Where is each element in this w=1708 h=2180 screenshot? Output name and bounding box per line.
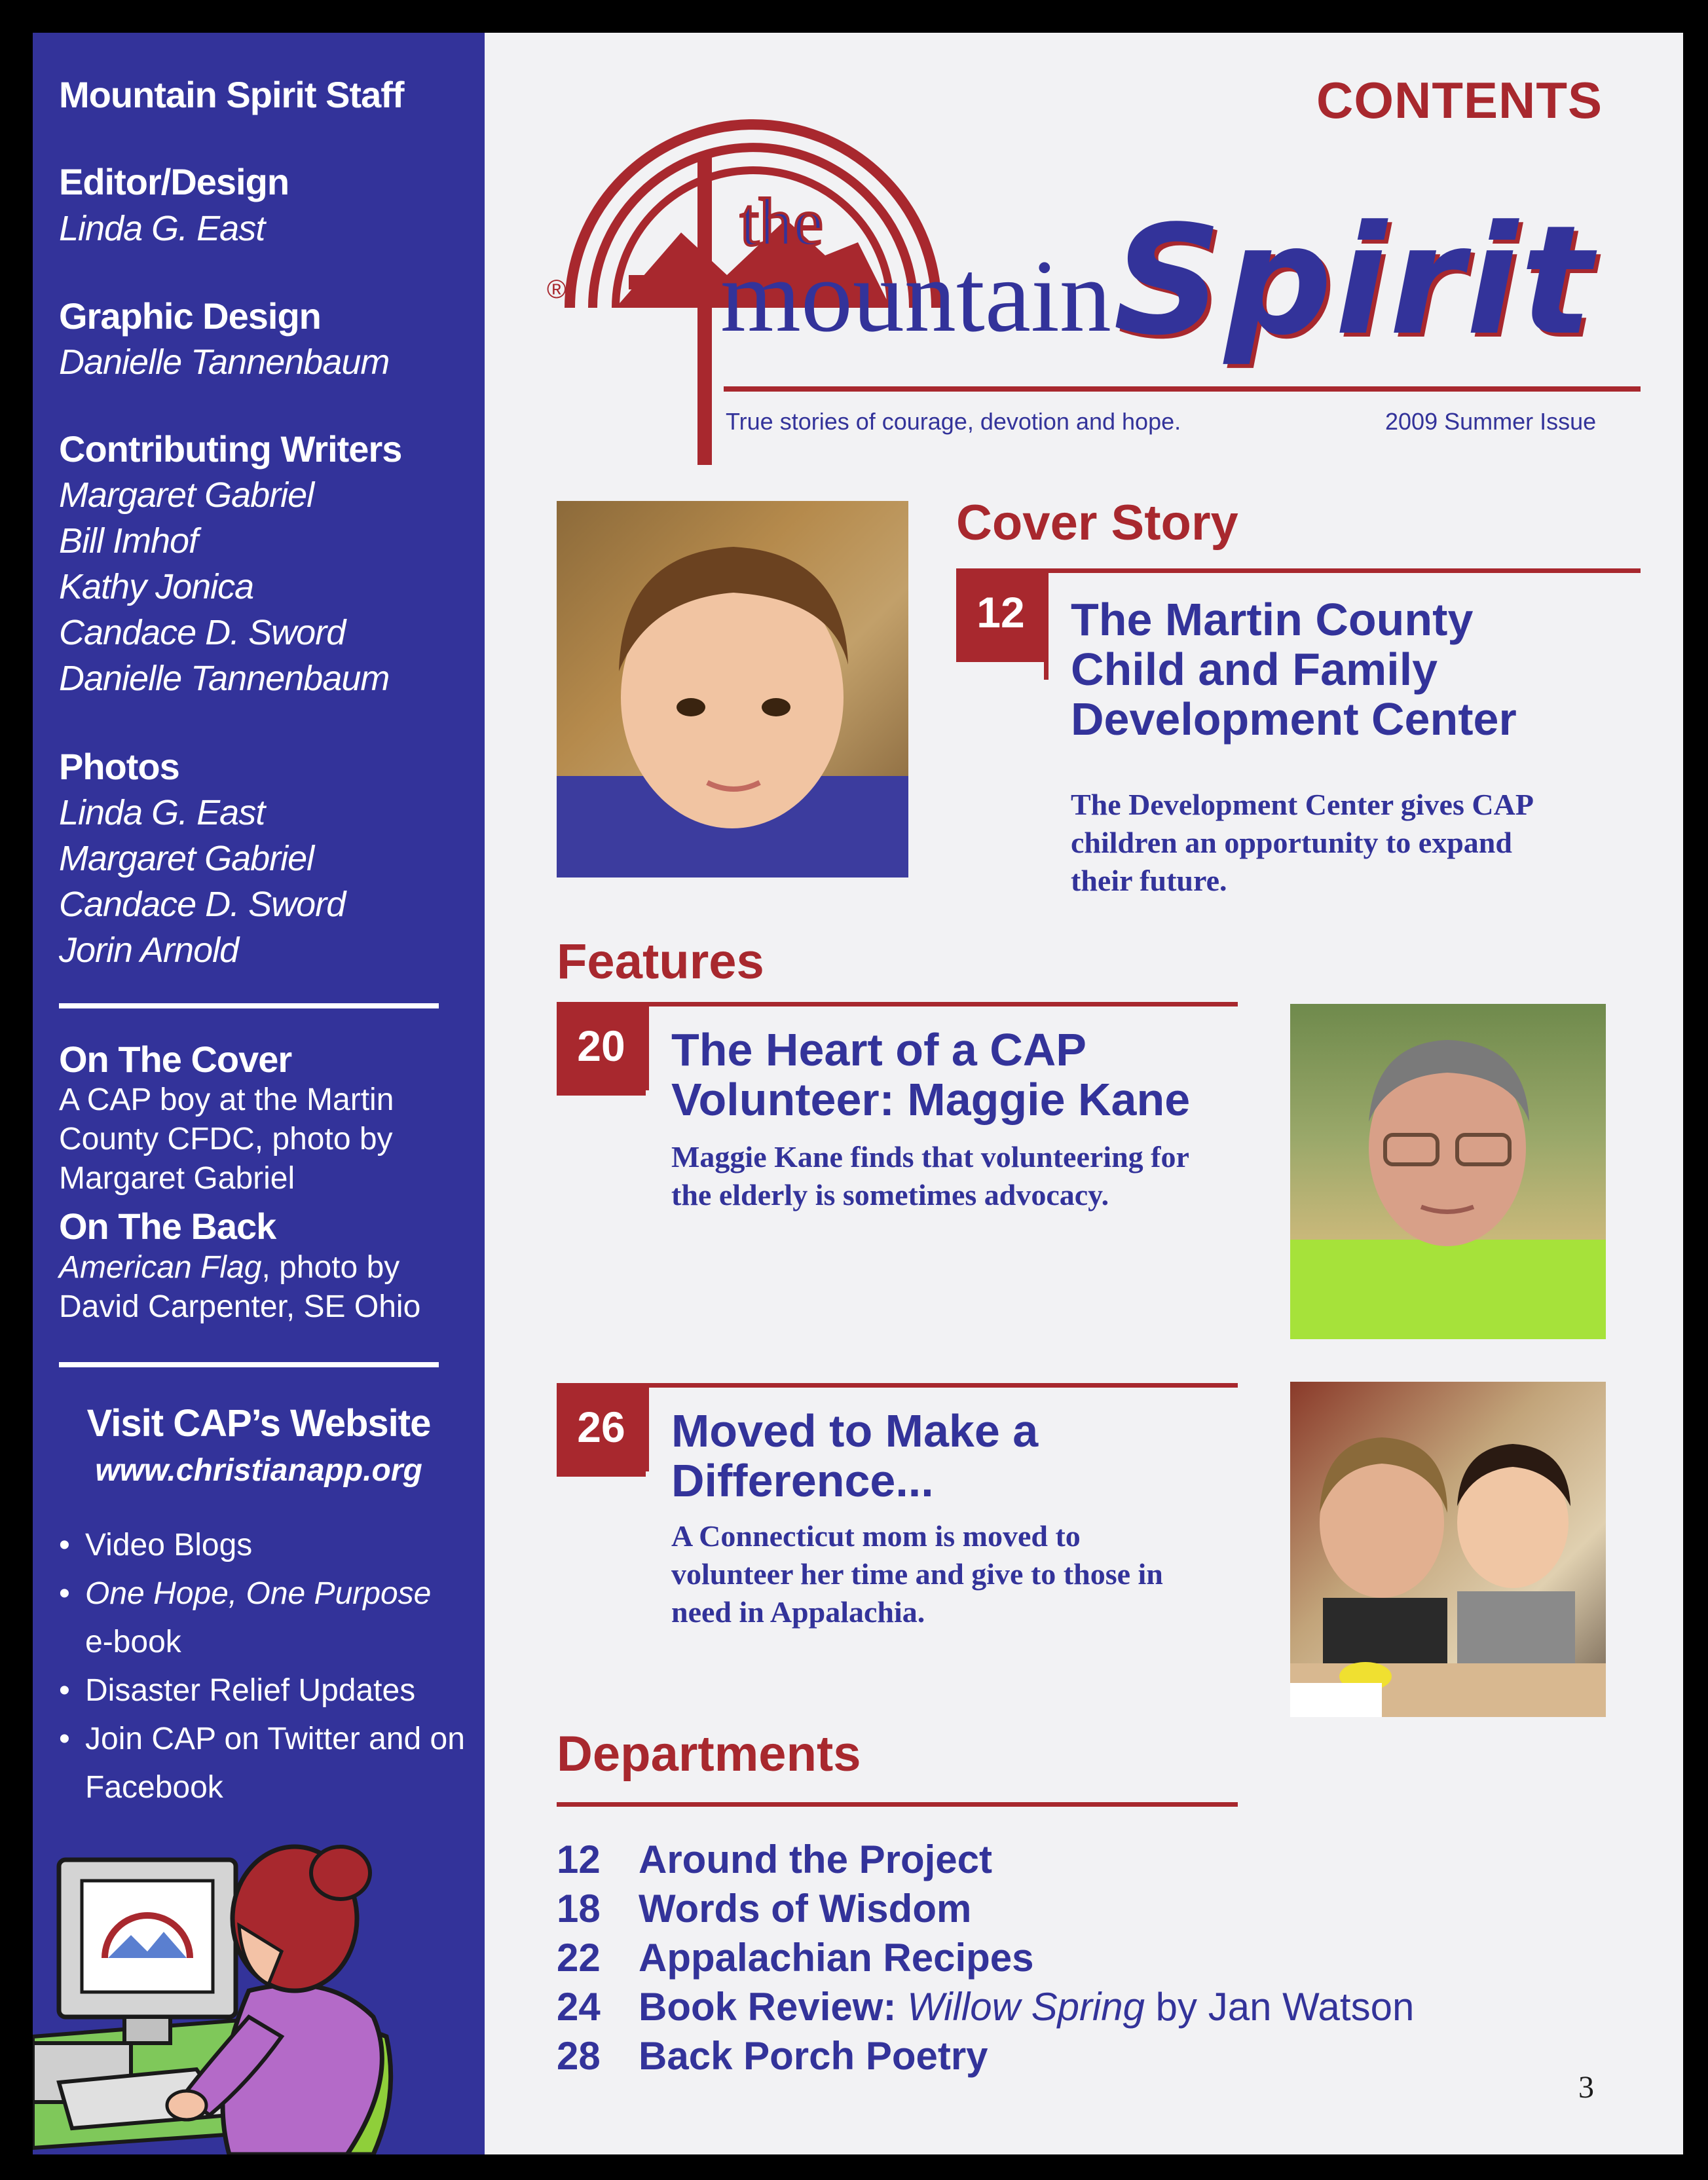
page-number: 3 — [1578, 2070, 1594, 2105]
header-rule — [724, 386, 1641, 392]
writer-name: Kathy Jonica — [59, 567, 254, 606]
logo-the: the — [740, 185, 824, 260]
feature-desc-line: A Connecticut mom is moved to — [671, 1519, 1081, 1553]
feature-desc-line: the elderly is sometimes advocacy. — [671, 1178, 1109, 1211]
departments-rule — [557, 1802, 1238, 1807]
sidebar-divider — [59, 1362, 439, 1367]
contents-label: CONTENTS — [1316, 71, 1603, 129]
cover-caption-line: A CAP boy at the Martin — [59, 1082, 394, 1117]
writer-name: Danielle Tannenbaum — [59, 659, 390, 698]
department-page: 18 — [557, 1887, 601, 1931]
graphic-design-heading: Graphic Design — [59, 295, 321, 337]
department-name: Back Porch Poetry — [639, 2034, 988, 2078]
bullet-marker: • — [59, 1673, 70, 1708]
feature-rule — [557, 1002, 1238, 1007]
photographer-name: Jorin Arnold — [59, 931, 239, 970]
department-page: 22 — [557, 1936, 601, 1980]
bullet-video-blogs: Video Blogs — [85, 1528, 253, 1562]
department-name: Appalachian Recipes — [639, 1936, 1034, 1980]
cover-photo-boy — [557, 501, 908, 878]
bullet-ebook-title: One Hope, One Purpose — [85, 1576, 432, 1611]
feature-rule — [557, 1383, 1238, 1388]
bullet-twitter: Join CAP on Twitter and on — [85, 1722, 465, 1756]
bullet-disaster-relief: Disaster Relief Updates — [85, 1673, 416, 1708]
department-name: Words of Wisdom — [639, 1887, 972, 1931]
feature-title-line[interactable]: Moved to Make a — [671, 1405, 1039, 1456]
tagline: True stories of courage, devotion and hope. — [726, 408, 1181, 435]
logo-mountain: mountain — [720, 239, 1111, 354]
cover-story-desc-line: children an opportunity to expand — [1071, 826, 1512, 859]
cover-story-desc-line: their future. — [1071, 864, 1227, 897]
cover-caption-line: County CFDC, photo by — [59, 1122, 393, 1156]
logo-spirit: Spirit — [1113, 194, 1595, 369]
book-title: Willow Spring — [907, 1985, 1145, 2029]
cover-story-title-line[interactable]: Child and Family — [1071, 644, 1438, 695]
bullet-marker: • — [59, 1528, 70, 1562]
department-item[interactable] — [557, 1984, 1414, 2029]
feature-title-line[interactable]: The Heart of a CAP — [671, 1024, 1086, 1075]
issue-label: 2009 Summer Issue — [1385, 408, 1597, 435]
staff-sidebar — [33, 33, 485, 2154]
feature-title-line[interactable]: Volunteer: Maggie Kane — [671, 1074, 1191, 1125]
bullet-marker: • — [59, 1576, 70, 1611]
departments-heading: Departments — [557, 1726, 861, 1782]
magazine-page — [33, 33, 1683, 2154]
registered-mark: ® — [547, 275, 566, 304]
photographer-name: Linda G. East — [59, 793, 265, 832]
writer-name: Bill Imhof — [59, 521, 198, 561]
cover-story-desc-line: The Development Center gives CAP — [1071, 788, 1534, 821]
writer-name: Candace D. Sword — [59, 613, 346, 652]
department-item[interactable] — [557, 1886, 971, 1931]
department-item[interactable] — [557, 1935, 1034, 1980]
bullet-marker: • — [59, 1722, 70, 1756]
bullet-facebook: Facebook — [85, 1770, 223, 1805]
feature-desc-line: Maggie Kane finds that volunteering for — [671, 1140, 1189, 1173]
cover-caption-line: Margaret Gabriel — [59, 1161, 295, 1196]
writers-heading: Contributing Writers — [59, 428, 402, 470]
feature-page-number: 26 — [557, 1388, 646, 1477]
feature-desc-line: volunteer her time and give to those in — [671, 1557, 1163, 1591]
graphic-designer-name: Danielle Tannenbaum — [59, 342, 390, 382]
photos-heading: Photos — [59, 746, 179, 787]
website-url-link[interactable]: www.christianapp.org — [95, 1453, 422, 1488]
feature-desc-line: need in Appalachia. — [671, 1595, 925, 1629]
department-name: Book Review: — [639, 1985, 897, 2029]
back-flag-title: American Flag — [59, 1250, 262, 1285]
cover-story-heading: Cover Story — [956, 495, 1238, 551]
back-caption-line: David Carpenter, SE Ohio — [59, 1289, 421, 1324]
back-caption-line: American Flag, photo by — [59, 1250, 400, 1285]
department-page: 12 — [557, 1838, 601, 1881]
department-item[interactable] — [557, 1837, 992, 1882]
writer-name: Margaret Gabriel — [59, 475, 314, 515]
department-page: 24 — [557, 1985, 601, 2029]
website-heading: Visit CAP’s Website — [86, 1402, 431, 1445]
bullet-ebook-cont: e-book — [85, 1625, 181, 1659]
department-page: 28 — [557, 2034, 601, 2078]
cover-story-page-number: 12 — [956, 573, 1045, 662]
on-the-back-heading: On The Back — [59, 1206, 276, 1247]
department-name: Around the Project — [639, 1838, 993, 1881]
sidebar-divider — [59, 1003, 439, 1008]
feature-photo-mom-and-boy — [1290, 1382, 1606, 1717]
department-item[interactable] — [557, 2033, 988, 2078]
staff-heading: Mountain Spirit Staff — [59, 74, 404, 115]
photographer-name: Margaret Gabriel — [59, 839, 314, 878]
cover-story-rule — [956, 568, 1641, 573]
cover-story-title-line[interactable]: The Martin County — [1071, 594, 1474, 645]
photographer-name: Candace D. Sword — [59, 885, 346, 924]
woman-at-computer-illustration — [33, 1820, 485, 2154]
book-author: by Jan Watson — [1145, 1985, 1415, 2029]
editor-name: Linda G. East — [59, 209, 265, 248]
feature-title-line[interactable]: Difference... — [671, 1455, 934, 1506]
features-heading: Features — [557, 934, 764, 989]
feature-page-number: 20 — [557, 1007, 646, 1096]
on-the-cover-heading: On The Cover — [59, 1039, 292, 1080]
feature-photo-maggie-kane — [1290, 1004, 1606, 1339]
editor-heading: Editor/Design — [59, 161, 289, 202]
cover-story-title-line[interactable]: Development Center — [1071, 693, 1517, 745]
